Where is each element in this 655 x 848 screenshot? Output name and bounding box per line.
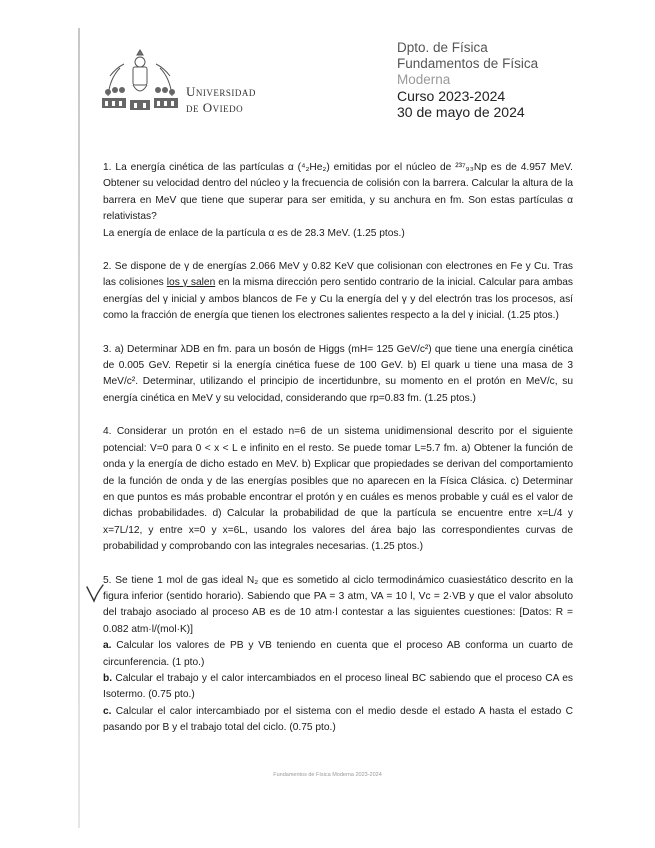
- question-number: 4.: [103, 426, 112, 438]
- question-text: La energía cinética de las partículas α (⁴₂He₂) emitidas por el núcleo de ²³⁷₉₃Np es de 4.957 MeV. Obtener su velocidad dentro del núcleo y la frecuencia de colisión con la barrera. Calcular la altura de la barrera en MeV que tiene que superar para ser emitida, y su anchura en fm. Son estas partículas α relativistas?: [103, 162, 573, 223]
- question-2: [103, 259, 573, 325]
- question-4: [103, 424, 573, 555]
- page-footer: Fundamentos de Física Moderna 2023-2024: [273, 772, 382, 778]
- question-text-continued: en la misma dirección pero sentido contrario de la inicial. Calcular para ambas energías del γ inicial y ambos blancos de Fe y Cu la energía del γ y del electrón tras los procesos, así como la fracción de energía que tienen los electrones salientes respecto a la del γ inicial. (1.25 ptos.): [103, 277, 573, 322]
- question-number: 1.: [103, 162, 112, 173]
- question-item-a: [103, 638, 573, 671]
- question-item-b: [103, 671, 573, 704]
- university-line-2: de Oviedo: [186, 100, 244, 115]
- subject-name: Fundamentos de Física: [397, 56, 539, 71]
- subject-name-continued: Moderna: [397, 72, 451, 87]
- underlined-phrase: los γ salen: [166, 277, 216, 289]
- handwritten-check-icon: [84, 583, 106, 607]
- item-label: b.: [103, 672, 113, 684]
- university-line-1: Universidad: [186, 84, 256, 99]
- exam-date: 30 de mayo de 2024: [397, 104, 525, 120]
- page-edge-shadow: [78, 28, 80, 828]
- question-text: Considerar un protón en el estado n=6 de un sistema unidimensional descrito por el siguiente potencial: V=0 para 0 < x < L e infinito en el resto. Se puede tomar L=5.7 fm. a) Obtener la función de onda y la energía de dicho estado en MeV. b) Explicar que propiedades se derivan del comportamiento de la función de onda y de las energías posibles que no aparecen en la Física Clásica. c) Determinar en que puntos es más probable encontrar el protón y en cuáles es menos probable y cuál es el valor de dichas probabilidades. d) Calcular la probabilidad de que la partícula se encuentre entre x=L/4 y x=7L/12, y entre x=0 y x=6L, usando los valores del área bajo las correspondientes curvas de probabilidad y comprobando con las integrales necesarias. (1.25 ptos.): [103, 426, 573, 553]
- item-text: Calcular el trabajo y el calor intercambiados en el proceso lineal BC sabiendo que el proceso CA es Isotermo. (0.75 pto.): [103, 672, 573, 701]
- question-note: La energía de enlace de la partícula α es de 28.3 MeV. (1.25 ptos.): [103, 227, 405, 239]
- question-number: 5.: [103, 574, 112, 586]
- item-label: a.: [103, 640, 112, 652]
- item-label: c.: [103, 705, 112, 717]
- department-header: [397, 40, 538, 120]
- item-text: Calcular los valores de PB y VB teniendo en cuenta que el proceso AB conforma un cuarto de circunferencia. (1 pto.): [103, 640, 573, 668]
- university-name: [186, 84, 256, 116]
- question-text: Se tiene 1 mol de gas ideal N₂ que es sometido al ciclo termodinámico cuasiestático descrito en la figura inferior (sentido horario). Sabiendo que PA = 3 atm, VA = 10 l, Vc = 2·VB y que el valor absoluto del trabajo asociado al proceso AB es de 10 atm·l contestar a las siguientes cuestiones: [Datos: R = 0.082 atm·l/(mol·K)]: [103, 574, 573, 635]
- exam-questions: [103, 160, 573, 754]
- question-1: [103, 160, 573, 242]
- question-3: [103, 342, 573, 408]
- course-year: Curso 2023-2024: [397, 88, 506, 104]
- question-number: 2.: [103, 261, 112, 273]
- question-text: Se dispone de γ de energías 2.066 MeV y 0.82 KeV que colisionan con electrones en Fe y Cu. Tras las colisiones: [103, 261, 573, 289]
- department-name: Dpto. de Física: [397, 40, 488, 55]
- university-crest-icon: [100, 46, 180, 116]
- question-text: a) Determinar λDB en fm. para un bosón de Higgs (mH= 125 GeV/c²) que tiene una energía cinética de 0.005 GeV. Repetir si la energía cinética fuese de 100 GeV. b) El quark u tiene una masa de 3 MeV/c². Determinar, utilizando el principio de incertidunbre, su momento en el protón en MeV/c, su energía cinética en MeV y su velocidad, considerando que rp=0.83 fm. (1.25 ptos.): [103, 343, 573, 404]
- question-item-c: [103, 704, 573, 737]
- question-5: [103, 573, 573, 737]
- question-number: 3.: [103, 343, 112, 355]
- item-text: Calcular el calor intercambiado por el sistema con el medio desde el estado A hasta el estado C pasando por B y el trabajo total del ciclo. (0.75 pto.): [103, 705, 573, 734]
